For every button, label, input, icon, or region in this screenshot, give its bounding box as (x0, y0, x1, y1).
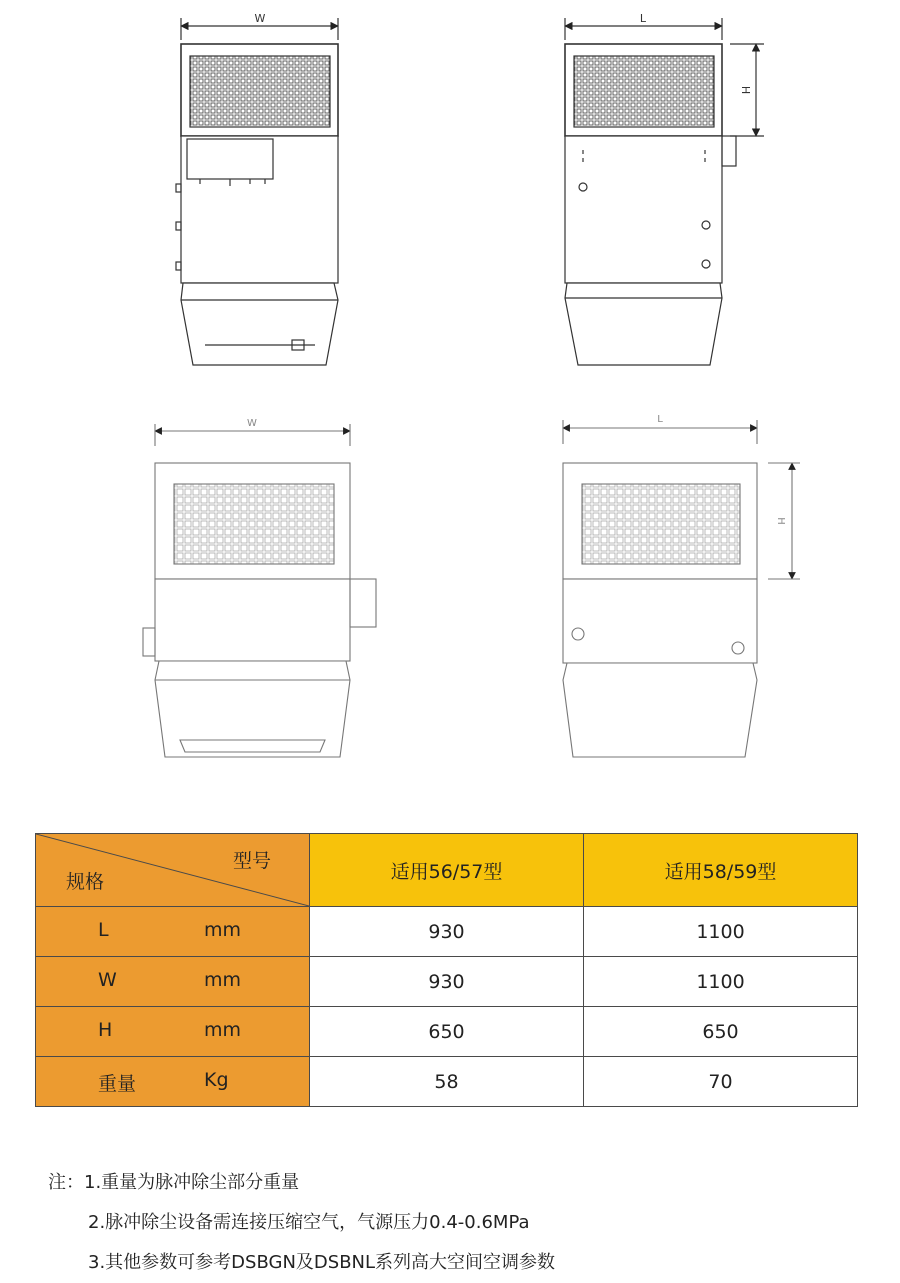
row-label-cell (36, 1007, 310, 1057)
row-label-name: L (98, 919, 109, 941)
value-cell: 930 (310, 907, 584, 957)
table-header-row (36, 834, 858, 907)
note-item: 3.其他参数可参考DSBGN及DSBNL系列高大空间空调参数 (88, 1252, 556, 1273)
table-row (36, 957, 858, 1007)
dim-label-w-top-left: W (254, 12, 266, 25)
model-header-2: 适用58/59型 (584, 834, 858, 907)
table-row (36, 1007, 858, 1057)
row-label-name: 重量 (98, 1073, 137, 1095)
row-label-cell (36, 907, 310, 957)
value-cell: 650 (310, 1007, 584, 1057)
dim-label-l-bottom-right: L (657, 414, 663, 425)
dim-label-h-top-right: H (739, 85, 752, 95)
spec-table (35, 833, 858, 1107)
row-label-cell (36, 1057, 310, 1107)
dim-label-w-bottom-left: W (247, 418, 257, 429)
value-cell: 70 (584, 1057, 858, 1107)
value-cell: 930 (310, 957, 584, 1007)
row-label-unit: mm (204, 1019, 242, 1041)
row-label-unit: Kg (204, 1069, 229, 1091)
row-label-unit: mm (204, 969, 242, 991)
value-cell: 58 (310, 1057, 584, 1107)
note-line-1 (48, 1163, 555, 1203)
drawing-top-left (176, 18, 338, 365)
dim-label-h-bottom-right: H (775, 517, 786, 525)
value-cell: 1100 (584, 957, 858, 1007)
drawing-top-right (565, 18, 764, 365)
notes-prefix: 注： (48, 1172, 84, 1193)
table-corner-cell (36, 834, 310, 907)
value-cell: 650 (584, 1007, 858, 1057)
drawing-bottom-right (563, 420, 800, 757)
notes-section (48, 1163, 555, 1283)
corner-label-spec: 规格 (66, 871, 105, 893)
drawing-bottom-left (143, 424, 376, 757)
row-label-name: H (98, 1019, 113, 1041)
row-label-unit: mm (204, 919, 242, 941)
note-line-3 (48, 1243, 555, 1283)
row-label-cell (36, 957, 310, 1007)
table-row (36, 1057, 858, 1107)
table-row (36, 907, 858, 957)
note-item: 1.重量为脉冲除尘部分重量 (84, 1172, 300, 1193)
value-cell: 1100 (584, 907, 858, 957)
corner-label-model: 型号 (232, 850, 271, 872)
note-item: 2.脉冲除尘设备需连接压缩空气，气源压力0.4-0.6MPa (88, 1212, 530, 1233)
note-line-2 (48, 1203, 555, 1243)
dim-label-l-top-right: L (639, 12, 647, 25)
model-header-1: 适用56/57型 (310, 834, 584, 907)
row-label-name: W (98, 969, 117, 991)
